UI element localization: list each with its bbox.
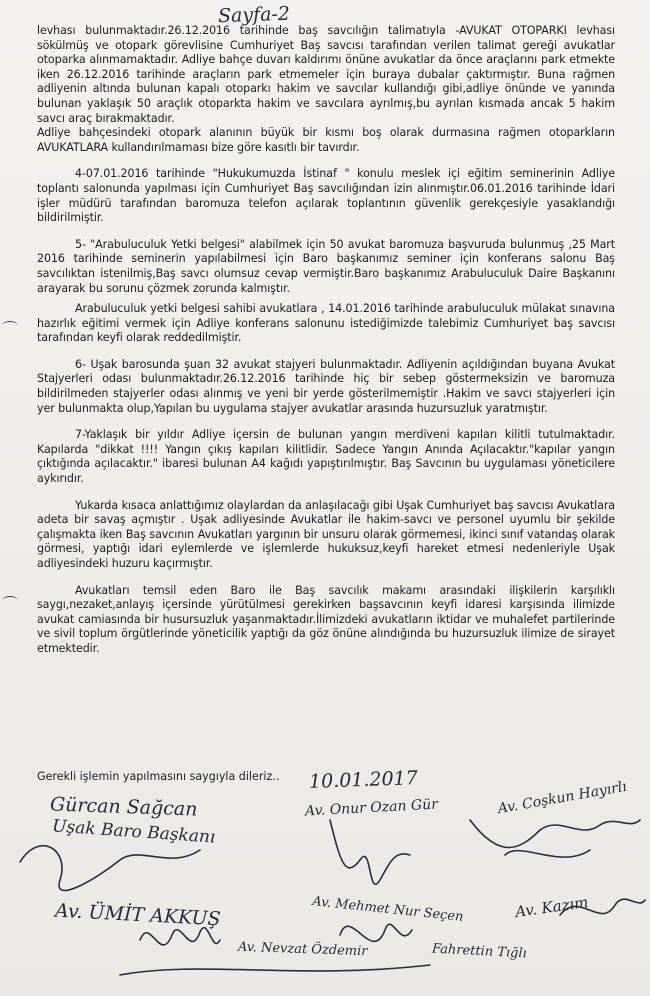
paragraph-parking: levhası bulunmaktadır.26.12.2016 tarihinde baş savcılığın talimatıyla -AVUKAT OTOPARKI levhası sökülmüş ve otopark görevlisine Cumhuriyet Baş savcısı tarafından verilen talimat gereği avukatlar otoparka alınmamaktadır. Adliye bahçe duvarı kaldırımı önüne avukatlar da önce araçlarını park etmekte iken 26.12.2016 tarihinde araçların park etmemeler için buraya dubalar çaktırmıştır. Buna rağmen adliyenin altında bulunan kapalı otoparkı hakim ve savcılar kullandığı gibi,adliye önünde ve yanında bulunan yaklaşık 50 araçlık otoparkta hakim ve savcılara ayrılmış,bu ayrılan kısmada ancak 5 hakim savcı araç bırakmaktadır. bbox=[37, 24, 615, 125]
signature-baro-president-title: Uşak Baro Başkanı bbox=[51, 816, 216, 848]
paragraph-item-7: 7-Yaklaşık bir yıldır Adliye içersin de bulunan yangın merdiveni kapıları kilitli tutulmaktadır. Kapılarda "dikkat !!!! Yangın çıkış kapıları kilitlidir. Sadece Yangın Anında Açılacaktır."kapılar yangın çıktığında açılacaktır." ibaresi bulunan A4 kağıdı yapıştırılmıştır. Baş Savcının bu uygulaması yöneticilere aykırıdır. bbox=[37, 428, 615, 486]
signature-flourish bbox=[140, 928, 220, 945]
paragraph-item-5: 5- "Arabuluculuk Yetki belgesi" alabilmek için 50 avukat baromuza başvuruda bulunmuş ,25 Mart 2016 tarihinde seminerin yapılabilmesi için Baro başkanımız seminer için konferans salonu Baş savcılıktan istenilmiş,Baş savcı olumsuz cevap vermiştir.Baro başkanımız Arabuluculuk Daire Başkanını arayarak bu sorunu çözmek zorunda kalmıştır. bbox=[37, 237, 615, 295]
paragraph-item-4: 4-07.01.2016 tarihinde "Hukukumuzda İstinaf " konulu meslek içi eğitim seminerinin Adliye toplantı salonunda yapılması için Cumhuriyet Baş savcılığından izin alınmıştır.06.01.2016 tarihinde İdari işler müdürü tarafından baromuza telefon açılarak toplantının güvenlik gerekçesiyle yasaklandığı bildirilmiştir. bbox=[37, 167, 615, 225]
signature-flourish bbox=[505, 850, 590, 857]
signature-flourish bbox=[330, 820, 410, 884]
signature-umit-akkus: Av. ÜMİT AKKUŞ bbox=[54, 899, 222, 931]
signature-flourish bbox=[340, 924, 412, 941]
signature-coskun: Av. Coşkun Hayırlı bbox=[496, 778, 628, 818]
signature-flourish bbox=[120, 965, 430, 975]
paragraph-parking-summary: Adliye bahçesindeki otopark alanının büyük bir kısmı boş olarak durmasına rağmen otoparkların AVUKATLARA kullandırılmaması bize göre kasıtlı bir tavırdır. bbox=[37, 126, 615, 154]
signature-baro-president-name: Gürcan Sağcan bbox=[49, 793, 198, 821]
signature-flourish bbox=[560, 899, 645, 915]
paragraph-conclusion: Avukatları temsil eden Baro ile Baş savcılık makamı arasındaki ilişkilerin karşılıklı saygı,nezaket,anlayış içersinde yürütülmesi gerekirken başsavcının keyfi idaresi karşısında ilimizde avukat camiasında bir husursuzluk yaşanmaktadır.İlimizdeki avukatların iktidar ve muhalefet partilerinde ve sivil toplum örgütlerinde yöneticilik yaptığı da göz önüne alındığında bu huzursuzluk ilimize de sirayet etmektedir. bbox=[37, 583, 615, 655]
signature-flourish bbox=[470, 820, 640, 848]
paragraph-item-5-cont: Arabuluculuk yetki belgesi sahibi avukatlara , 14.01.2016 tarihinde arabuluculuk mülakat sınavına hazırlık eğitimi vermek için Adliye konferans salonunu istediğimizde talebimiz Cumhuriyet baş savcısı tarafından keyfi olarak reddedilmiştir. bbox=[37, 302, 615, 345]
signature-nevzat: Av. Nevzat Özdemir bbox=[237, 939, 368, 960]
paragraph-summary: Yukarda kısaca anlattığımız olaylardan da anlaşılacağı gibi Uşak Cumhuriyet baş savcısı Avukatlara adeta bir savaş açmıştır . Uşak adliyesinde Avukatlar ile hakim-savcı ve personel uyumlu bir şekilde çalışmakta iken Baş savcının Avukatları yargının bir unsuru olarak görmemesi, ikinci sınıf vatandaş olarak görmesi, yaptığı idari eylemlerde ve işlemlerde hukuksuz,keyfi hareket etmesi nedenleriyle Uşak adliyesindeki huzuru kaçırmıştır. bbox=[37, 498, 615, 570]
paragraph-item-6: 6- Uşak barosunda şuan 32 avukat stajyeri bulunmaktadır. Adliyenin açıldığından buyana Avukat Stajyerleri odası bulunmaktadır.26.12.2016 tarihinde hiç bir sebep göstermeksizin ve baromuza bildirilmeden stajyerler odası alınmış ve yeni bir yerde gösterilmemiştir .Hakim ve savcı stajyerleri için yer bulunmakta olup,Yapılan bu uygulama stajyer avukatlar arasında huzursuzluk yaratmıştır. bbox=[37, 357, 615, 415]
closing-date-handwritten: 10.01.2017 bbox=[308, 767, 419, 793]
signature-mehmet: Av. Mehmet Nur Seçen bbox=[311, 894, 465, 925]
signature-flourish bbox=[20, 846, 200, 891]
closing-request: Gerekli işlemin yapılmasını saygıyla dileriz.. bbox=[37, 770, 280, 783]
signature-onur-ozan: Av. Onur Ozan Gür bbox=[304, 796, 439, 820]
page-number-handwritten: Sayfa-2 bbox=[217, 2, 291, 28]
signature-kazim: Av. Kazım bbox=[514, 892, 590, 922]
signature-fahrettin: Fahrettin Tığlı bbox=[431, 941, 528, 962]
